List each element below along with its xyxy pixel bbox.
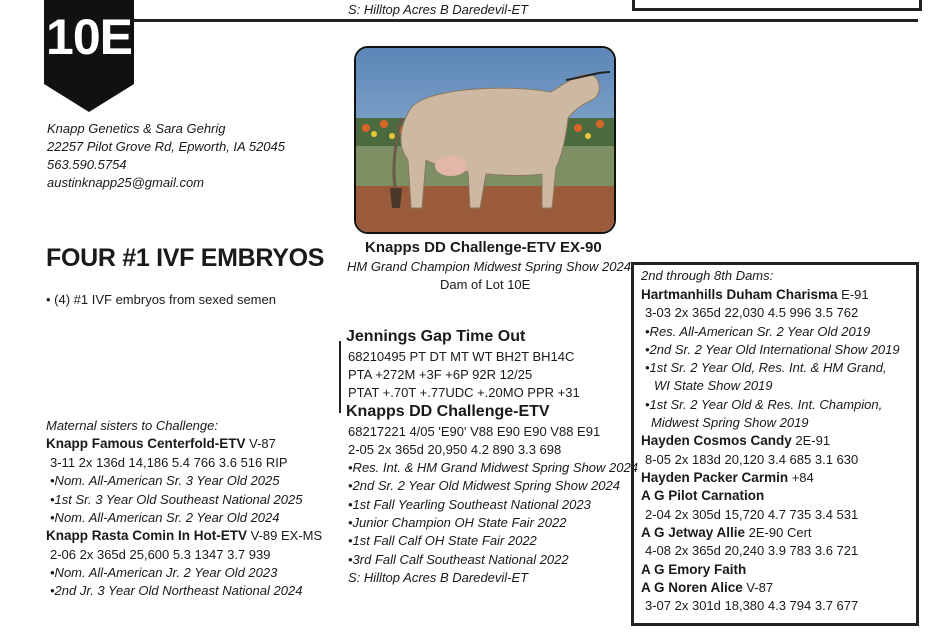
consignor-contact — [47, 120, 285, 192]
sister-2-name: Knapp Rasta Comin In Hot-ETV — [46, 528, 248, 543]
dam-3-name-line — [641, 432, 830, 451]
sister-1-score: V-87 — [245, 436, 276, 451]
dam-2-award: •1st Sr. 2 Year Old & Res. Int. Champion, — [645, 397, 883, 412]
dam-7-name-line — [641, 561, 746, 580]
dam-sire-line: S: Hilltop Acres B Daredevil-ET — [348, 570, 529, 585]
dam-3-record: 8-05 2x 183d 20,120 3.4 685 3.1 630 — [645, 452, 859, 467]
photo-caption-note: Dam of Lot 10E — [440, 277, 531, 292]
sister-1-name-line — [46, 435, 276, 454]
dam-5-name: A G Pilot Carnation — [641, 488, 765, 503]
dam-2-award: •Res. All-American Sr. 2 Year Old 2019 — [645, 324, 871, 339]
dam-2-award: Midwest Spring Show 2019 — [651, 415, 809, 430]
lot-number: 10E — [46, 9, 132, 65]
cow-illustration-icon — [356, 48, 614, 232]
dam-2-score: E-91 — [837, 287, 869, 302]
consignor-phone: 563.590.5754 — [47, 157, 127, 172]
sire-reg-line: 68210495 PT DT MT WT BH2T BH14C — [348, 349, 575, 364]
dam-name: Knapps DD Challenge-ETV — [346, 403, 550, 420]
top-sire-line: S: Hilltop Acres B Daredevil-ET — [348, 2, 529, 17]
dam-4-name-line — [641, 469, 814, 488]
dam-reg-line: 68217221 4/05 'E90' V88 E90 E90 V88 E91 — [348, 424, 601, 439]
consignor-address: 22257 Pilot Grove Rd, Epworth, IA 52045 — [47, 139, 285, 154]
dam-record-line: 2-05 2x 365d 20,950 4.2 890 3.3 698 — [348, 442, 562, 457]
dam-6-score: 2E-90 Cert — [745, 525, 812, 540]
dam-award: •3rd Fall Calf Southeast National 2022 — [348, 552, 569, 567]
lot-bullet: • (4) #1 IVF embryos from sexed semen — [46, 292, 276, 307]
dam-5-name-line — [641, 487, 764, 506]
sister-1-name: Knapp Famous Centerfold-ETV — [46, 436, 246, 451]
dam-award: •1st Fall Yearling Southeast National 2023 — [348, 497, 591, 512]
dam-award: •2nd Sr. 2 Year Old Midwest Spring Show 2024 — [348, 478, 620, 493]
pedigree-bracket — [339, 341, 341, 413]
dam-2-record: 3-03 2x 365d 22,030 4.5 996 3.5 762 — [645, 305, 859, 320]
sister-2-record: 2-06 2x 365d 25,600 5.3 1347 3.7 939 — [50, 547, 271, 562]
dam-6-name: A G Jetway Allie — [641, 525, 746, 540]
dam-2-award: WI State Show 2019 — [654, 378, 773, 393]
consignor-email: austinknapp25@gmail.com — [47, 175, 205, 190]
sister-1-award: •Nom. All-American Sr. 2 Year Old 2024 — [50, 510, 280, 525]
dam-2-award: •2nd Sr. 2 Year Old International Show 2019 — [645, 342, 900, 357]
dam-8-name: A G Noren Alice — [641, 580, 743, 595]
sire-ptat-line: PTAT +.70T +.77UDC +.20MO PPR +31 — [348, 385, 580, 400]
sister-2-award: •Nom. All-American Jr. 2 Year Old 2023 — [50, 565, 278, 580]
dam-8-name-line — [641, 579, 773, 598]
sister-2-score: V-89 EX-MS — [247, 528, 323, 543]
dam-7-name: A G Emory Faith — [641, 562, 747, 577]
dam-4-score: +84 — [788, 470, 814, 485]
dam-8-record: 3-07 2x 301d 18,380 4.3 794 3.7 677 — [645, 598, 859, 613]
photo-caption-title: Knapps DD Challenge-ETV EX-90 — [365, 239, 602, 256]
dam-3-score: 2E-91 — [791, 433, 831, 448]
dam-award: •1st Fall Calf OH State Fair 2022 — [348, 533, 537, 548]
sister-2-award: •2nd Jr. 3 Year Old Northeast National 2024 — [50, 583, 303, 598]
maternal-sisters-heading: Maternal sisters to Challenge: — [46, 418, 218, 433]
dam-award: •Res. Int. & HM Grand Midwest Spring Show 2024 — [348, 460, 638, 475]
dam-award: •Junior Champion OH State Fair 2022 — [348, 515, 567, 530]
dam-2-award: •1st Sr. 2 Year Old, Res. Int. & HM Grand, — [645, 360, 887, 375]
sister-1-award: •Nom. All-American Sr. 3 Year Old 2025 — [50, 473, 280, 488]
photo-caption-subtitle: HM Grand Champion Midwest Spring Show 2024 — [347, 259, 631, 274]
sister-1-record: 3-11 2x 136d 14,186 5.4 766 3.6 516 RIP — [50, 455, 288, 470]
dam-4-name: Hayden Packer Carmin — [641, 470, 789, 485]
dam-2-name: Hartmanhills Duham Charisma — [641, 287, 838, 302]
cow-photo — [354, 46, 616, 234]
dam-2-name-line — [641, 286, 869, 305]
sister-1-award: •1st Sr. 3 Year Old Southeast National 2025 — [50, 492, 303, 507]
top-right-box-edge — [632, 0, 922, 11]
dam-5-record: 2-04 2x 305d 15,720 4.7 735 3.4 531 — [645, 507, 859, 522]
sister-2-name-line — [46, 527, 322, 546]
dam-8-score: V-87 — [742, 580, 774, 595]
dam-6-record: 4-08 2x 365d 20,240 3.9 783 3.6 721 — [645, 543, 859, 558]
sire-name: Jennings Gap Time Out — [346, 328, 526, 345]
dams-heading: 2nd through 8th Dams: — [641, 268, 774, 283]
lot-headline: FOUR #1 IVF EMBRYOS — [46, 244, 325, 272]
consignor-name: Knapp Genetics & Sara Gehrig — [47, 121, 226, 136]
dam-3-name: Hayden Cosmos Candy — [641, 433, 792, 448]
sire-pta-line: PTA +272M +3F +6P 92R 12/25 — [348, 367, 533, 382]
dam-6-name-line — [641, 524, 812, 543]
